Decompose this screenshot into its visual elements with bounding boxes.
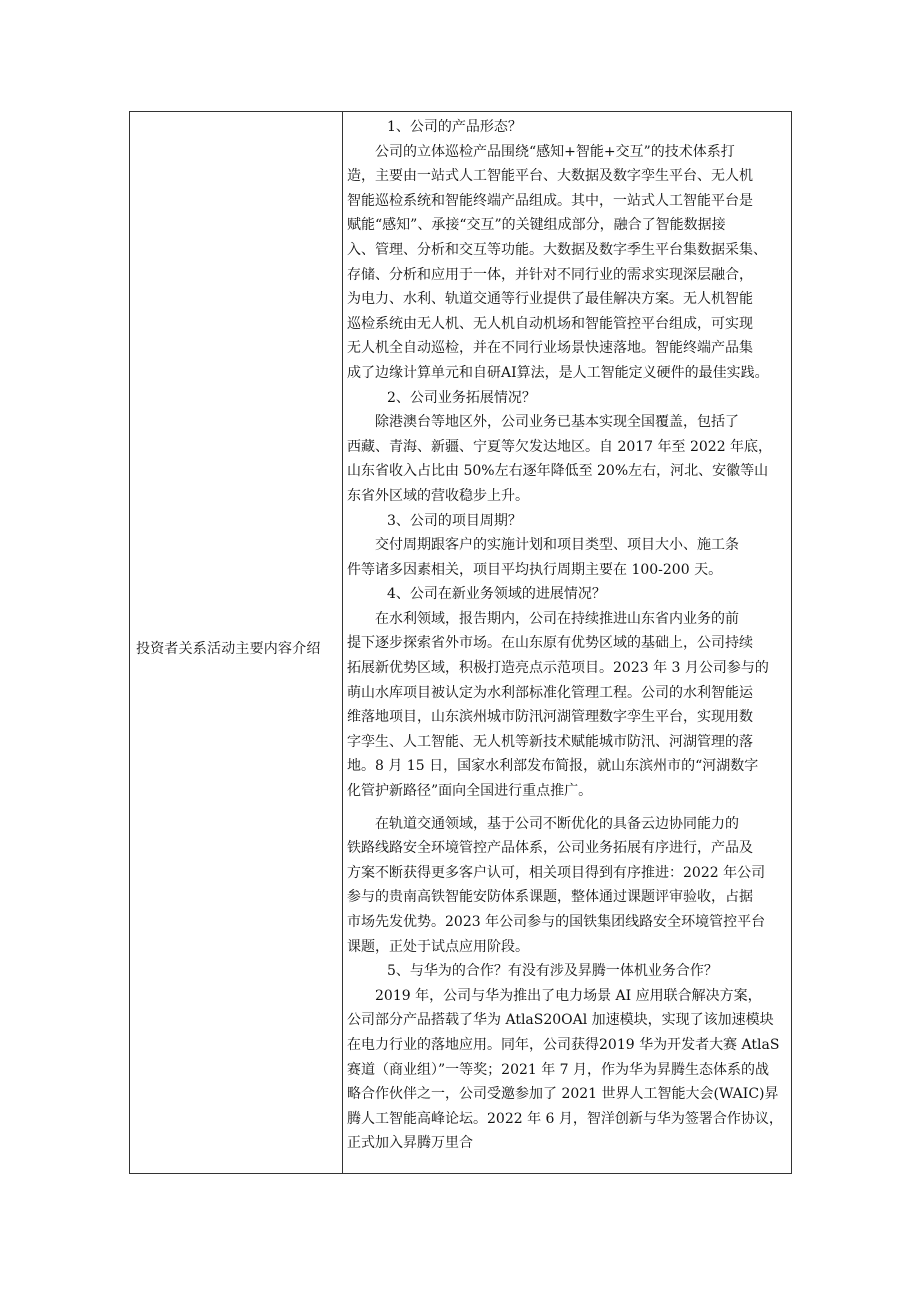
text-line: 存储、分析和应用于一体，并针对不同行业的需求实现深层融合， xyxy=(347,266,753,283)
question-heading: 5、与华为的合作？有没有涉及昇腾一体机业务合作？ xyxy=(387,963,718,980)
text-line: 略合作伙伴之一，公司受邀参加了 2021 世界人工智能大会(WAIC)昇 xyxy=(347,1086,779,1103)
content-cell xyxy=(344,112,791,1173)
text-line: 腾人工智能高峰论坛。2022 年 6 月，智洋创新与华为签署合作协议， xyxy=(347,1110,783,1127)
label-cell xyxy=(130,112,343,1173)
text-line: 地。8 月 15 日，国家水利部发布简报，就山东滨州市的“河湖数字 xyxy=(347,758,759,775)
text-line: 造，主要由一站式人工智能平台、大数据及数字孪生平台、无人机 xyxy=(347,168,753,185)
text-line: 维落地项目，山东滨州城市防汛河湖管理数字孪生平台，实现用数 xyxy=(347,709,753,726)
text-line: 在电力行业的落地应用。同年，公司获得2019 华为开发者大赛 AtlaS xyxy=(347,1036,780,1053)
text-line: 赋能“感知”、承接“交互”的关键组成部分，融合了智能数据接 xyxy=(347,217,726,234)
question-heading: 1、公司的产品形态？ xyxy=(387,119,522,135)
text-line: 字孪生、人工智能、无人机等新技术赋能城市防汛、河湖管理的落 xyxy=(347,733,753,750)
text-line: 赛道（商业组）”一等奖；2021 年 7 月，作为华为昇腾生态体系的战 xyxy=(347,1061,770,1078)
text-line: 公司部分产品搭载了华为 AtlaS20OAl 加速模块，实现了该加速模块 xyxy=(347,1012,774,1029)
text-line: 交付周期跟客户的实施计划和项目类型、项目大小、施工条 xyxy=(375,537,739,554)
text-line: 智能巡检系统和智能终端产品组成。其中，一站式人工智能平台是 xyxy=(347,192,753,209)
question-heading: 2、公司业务拓展情况？ xyxy=(387,389,536,406)
text-line: 件等诸多因素相关，项目平均执行周期主要在 100-200 天。 xyxy=(347,561,723,578)
text-line: 拓展新优势区域，积极打造亮点示范项目。2023 年 3 月公司参与的 xyxy=(347,660,769,677)
text-line: 萌山水库项目被认定为水利部标准化管理工程。公司的水利智能运 xyxy=(347,684,753,701)
text-line: 参与的贵南高铁智能安防体系课题，整体通过课题评审验收，占据 xyxy=(347,889,753,906)
text-line: 东省外区域的营收稳步上升。 xyxy=(347,487,529,504)
text-line: 2019 年，公司与华为推出了电力场景 AI 应用联合解决方案， xyxy=(375,987,762,1004)
text-line: 铁路线路安全环境管控产品体系，公司业务拓展有序进行，产品及 xyxy=(347,840,753,857)
text-line: 成了边缘计算单元和自研AI算法，是人工智能定义硬件的最佳实践。 xyxy=(347,364,769,381)
text-line: 在水利领域，报告期内，公司在持续推进山东省内业务的前 xyxy=(375,610,739,627)
text-line: 化管护新路径”面向全国进行重点推广。 xyxy=(347,783,593,800)
text-line: 西藏、青海、新疆、宁夏等欠发达地区。自 2017 年至 2022 年底， xyxy=(347,438,773,455)
text-line: 正式加入昇腾万里合 xyxy=(347,1135,473,1152)
text-line: 课题，正处于试点应用阶段。 xyxy=(347,938,529,955)
text-line: 山东省收入占比由 50%左右逐年降低至 20%左右，河北、安徽等山 xyxy=(347,463,769,480)
text-line: 无人机全自动巡检，并在不同行业场景快速落地。智能终端产品集 xyxy=(347,340,753,357)
paragraph-gap xyxy=(347,804,791,812)
question-heading: 3、公司的项目周期？ xyxy=(387,512,522,529)
row-label: 投资者关系活动主要内容介绍 xyxy=(136,641,321,657)
text-line: 提下逐步探索省外市场。在山东原有优势区域的基础上，公司持续 xyxy=(347,635,753,652)
text-line: 巡检系统由无人机、无人机自动机场和智能管控平台组成，可实现 xyxy=(347,315,753,332)
text-line: 为电力、水利、轨道交通等行业提供了最佳解决方案。无人机智能 xyxy=(347,291,753,308)
text-line: 除港澳台等地区外，公司业务已基本实现全国覆盖，包括了 xyxy=(375,414,739,431)
text-line: 市场先发优势。2023 年公司参与的国铁集团线路安全环境管控平台 xyxy=(347,914,766,930)
text-line: 入、管理、分析和交互等功能。大数据及数字季生平台集数据采集、 xyxy=(347,241,767,258)
text-line: 方案不断获得更多客户认可，相关项目得到有序推进：2022 年公司 xyxy=(347,864,766,881)
text-line: 在轨道交通领域，基于公司不断优化的具备云边协同能力的 xyxy=(375,815,739,832)
info-table xyxy=(129,111,792,1174)
text-line: 公司的立体巡检产品围绕“感知+智能+交互”的技术体系打 xyxy=(375,143,735,160)
question-heading: 4、公司在新业务领域的进展情况？ xyxy=(387,586,606,603)
